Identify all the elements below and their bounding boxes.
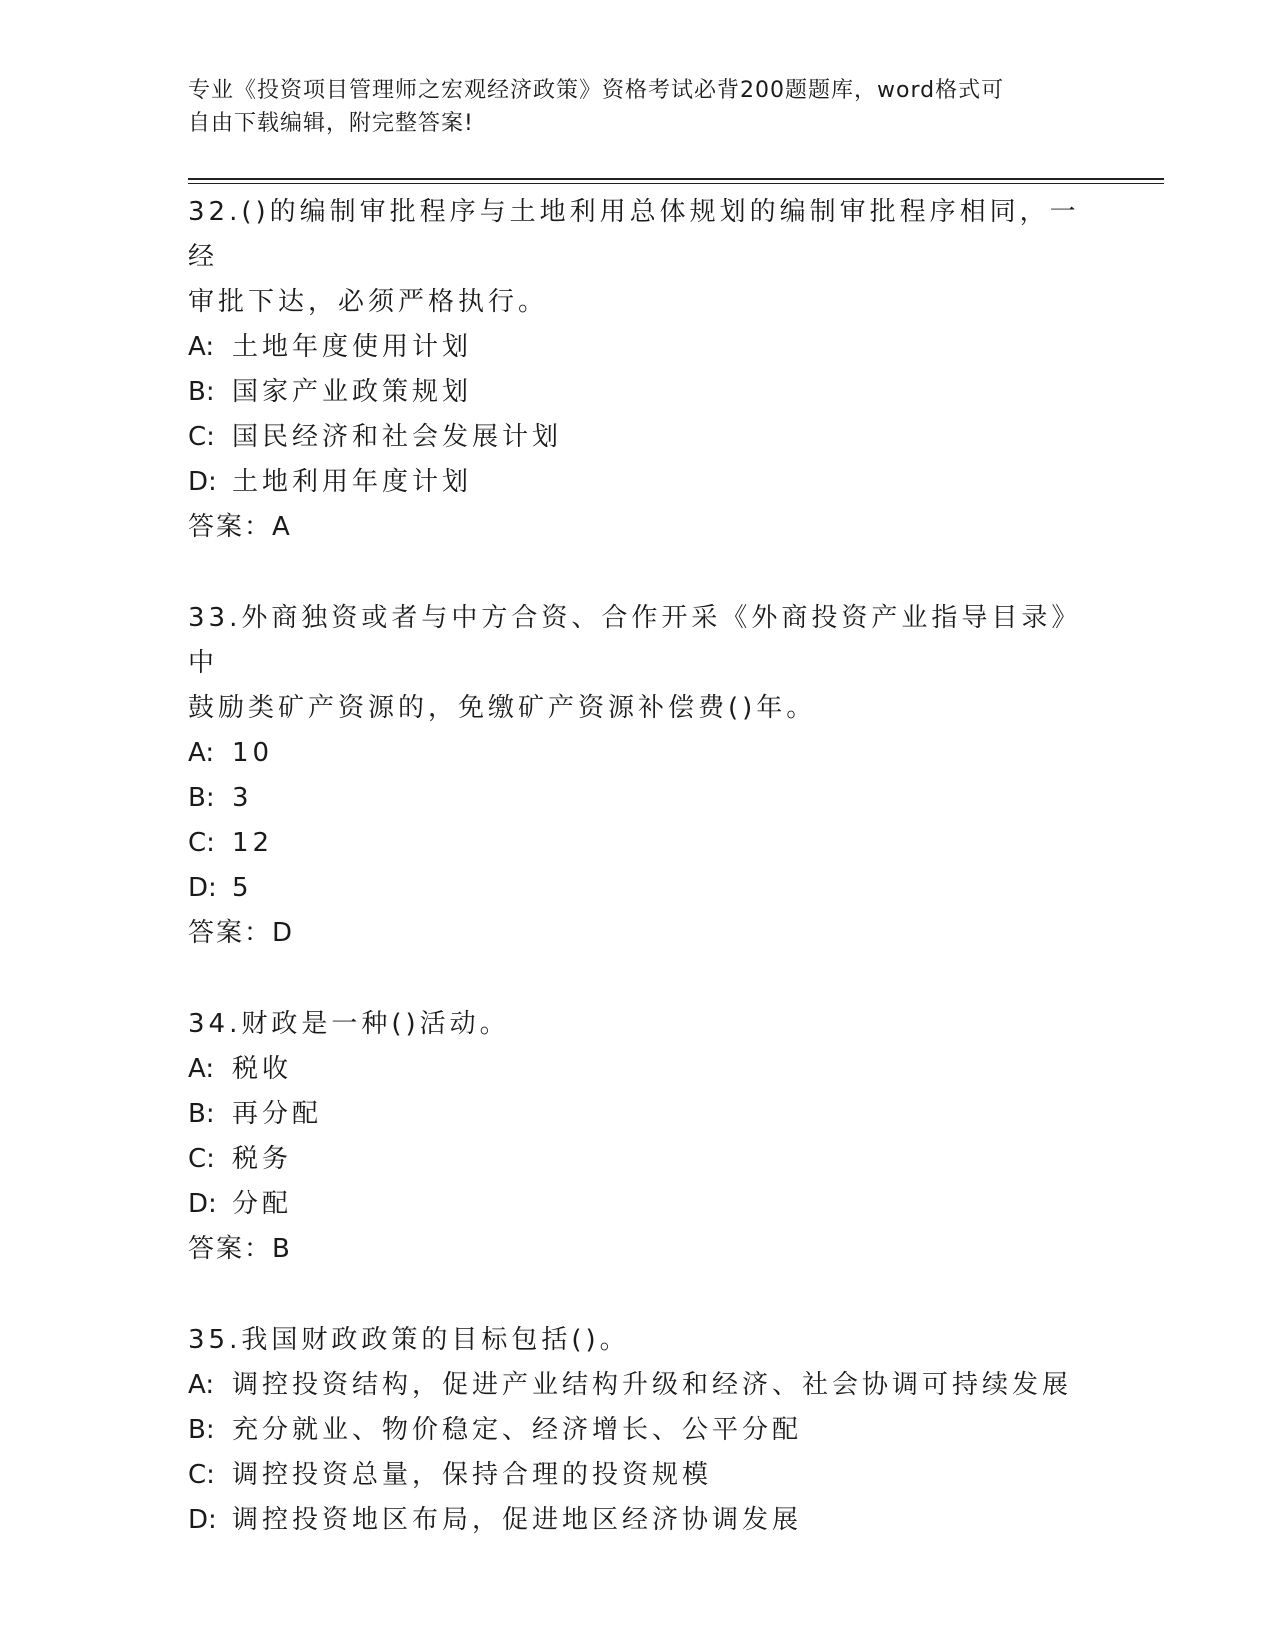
option-c: [188, 1137, 1088, 1182]
option-key: A:: [188, 1054, 215, 1084]
header-divider-thick: [188, 178, 1164, 180]
question-spacer: [188, 956, 1088, 1002]
question-34: [188, 1002, 1088, 1318]
option-key: A:: [188, 738, 215, 768]
option-key: B:: [188, 1099, 215, 1129]
answer-line: 答案：B: [188, 1234, 292, 1264]
option-text: 国家产业政策规划: [232, 377, 473, 407]
question-33: [188, 596, 1088, 1002]
option-text: 12: [232, 828, 274, 858]
option-b: [188, 1408, 1088, 1453]
option-text: 土地利用年度计划: [232, 467, 473, 497]
option-text: 分配: [232, 1189, 293, 1219]
question-stem: 32.()的编制审批程序与土地利用总体规划的编制审批程序相同，一经: [188, 197, 1080, 272]
option-d: [188, 1182, 1088, 1227]
option-text: 调控投资结构，促进产业结构升级和经济、社会协调可持续发展: [232, 1370, 1073, 1400]
option-text: 调控投资地区布局，促进地区经济协调发展: [232, 1505, 803, 1535]
header-divider-thin: [188, 183, 1164, 184]
option-key: C:: [188, 422, 215, 452]
option-text: 5: [232, 873, 253, 903]
document-header: [188, 74, 1078, 140]
option-text: 充分就业、物价稳定、经济增长、公平分配: [232, 1415, 803, 1445]
option-text: 10: [232, 738, 274, 768]
question-list: [188, 190, 1088, 1543]
option-key: D:: [188, 1189, 217, 1219]
answer-line: 答案：A: [188, 512, 292, 542]
question-32: [188, 190, 1088, 596]
option-key: B:: [188, 783, 215, 813]
option-key: D:: [188, 1505, 217, 1535]
option-b: [188, 1092, 1088, 1137]
option-c: [188, 821, 1088, 866]
option-key: A:: [188, 332, 215, 362]
question-stem-continued: 审批下达，必须严格执行。: [188, 287, 549, 317]
question-stem: 35.我国财政政策的目标包括()。: [188, 1325, 630, 1355]
option-d: [188, 460, 1088, 505]
question-stem: 33.外商独资或者与中方合资、合作开采《外商投资产业指导目录》中: [188, 603, 1082, 678]
option-a: [188, 1363, 1088, 1408]
question-spacer: [188, 1272, 1088, 1318]
option-c: [188, 1453, 1088, 1498]
option-key: C:: [188, 1460, 215, 1490]
option-key: A:: [188, 1370, 215, 1400]
option-a: [188, 731, 1088, 776]
option-b: [188, 776, 1088, 821]
header-title-line-2: 自由下载编辑，附完整答案!: [188, 111, 474, 136]
answer-line: 答案：D: [188, 918, 295, 948]
option-text: 国民经济和社会发展计划: [232, 422, 563, 452]
question-spacer: [188, 550, 1088, 596]
option-text: 调控投资总量，保持合理的投资规模: [232, 1460, 713, 1490]
option-d: [188, 866, 1088, 911]
option-key: D:: [188, 873, 217, 903]
option-c: [188, 415, 1088, 460]
option-text: 3: [232, 783, 253, 813]
option-text: 税务: [232, 1144, 293, 1174]
question-stem-continued: 鼓励类矿产资源的，免缴矿产资源补偿费()年。: [188, 693, 817, 723]
option-text: 土地年度使用计划: [232, 332, 473, 362]
header-title-line-1: 专业《投资项目管理师之宏观经济政策》资格考试必背200题题库，word格式可: [188, 78, 1005, 103]
option-key: C:: [188, 1144, 215, 1174]
option-key: D:: [188, 467, 217, 497]
option-key: B:: [188, 377, 215, 407]
option-a: [188, 325, 1088, 370]
option-b: [188, 370, 1088, 415]
option-text: 税收: [232, 1054, 293, 1084]
option-a: [188, 1047, 1088, 1092]
question-35: [188, 1318, 1088, 1543]
question-stem: 34.财政是一种()活动。: [188, 1009, 510, 1039]
option-key: B:: [188, 1415, 215, 1445]
option-d: [188, 1498, 1088, 1543]
option-key: C:: [188, 828, 215, 858]
option-text: 再分配: [232, 1099, 323, 1129]
